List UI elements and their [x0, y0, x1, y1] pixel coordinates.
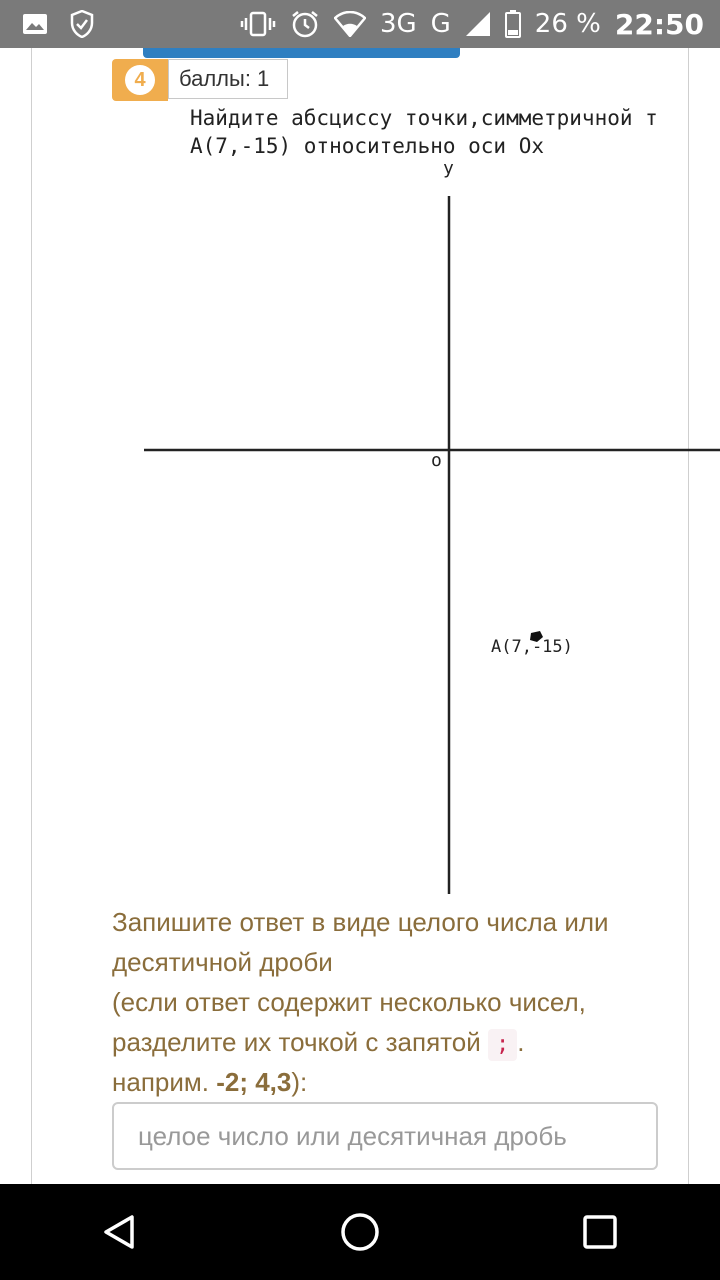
- task-text-line-2: А(7,-15) относительно оси Ох: [190, 134, 545, 158]
- navigation-bar: [0, 1184, 720, 1280]
- battery-icon: [505, 10, 521, 38]
- home-icon: [339, 1211, 381, 1253]
- instructions-line-2: (если ответ содержит несколько чисел, разделите их точкой с запятой: [112, 987, 586, 1057]
- signal-icon: [465, 11, 491, 37]
- coordinate-graph: [0, 48, 720, 908]
- separator-code: ;: [488, 1029, 517, 1061]
- home-button[interactable]: [320, 1192, 400, 1272]
- separator-period: .: [517, 1027, 525, 1057]
- battery-percent: 26 %: [534, 9, 601, 39]
- recents-button[interactable]: [560, 1192, 640, 1272]
- instructions-line-1: Запишите ответ в виде целого числа или десятичной дроби: [112, 907, 609, 977]
- vibrate-icon: [240, 11, 276, 37]
- image-icon: [22, 13, 48, 35]
- example-value: -2; 4,3: [216, 1067, 292, 1097]
- question-number: 4: [125, 65, 155, 95]
- back-icon: [100, 1212, 140, 1252]
- answer-instructions: [112, 902, 672, 1102]
- question-panel: [0, 48, 720, 1184]
- example-suffix: ):: [291, 1067, 308, 1097]
- y-axis-label: у: [443, 158, 454, 179]
- carrier-letter: G: [430, 9, 451, 39]
- example-prefix: наприм.: [112, 1067, 217, 1097]
- origin-label: о: [431, 450, 442, 471]
- answer-input[interactable]: [112, 1102, 658, 1170]
- status-bar: [0, 0, 720, 48]
- point-a-label: А(7,-15): [491, 637, 573, 657]
- network-type-label: 3G: [379, 9, 417, 39]
- task-text-line-1: Найдите абсциссу точки,симметричной т: [190, 106, 658, 130]
- wifi-icon: [334, 11, 366, 37]
- alarm-icon: [290, 9, 320, 39]
- points-label: баллы: 1: [168, 59, 288, 99]
- recents-icon: [581, 1213, 619, 1251]
- clock-time: 22:50: [614, 7, 704, 41]
- back-button[interactable]: [80, 1192, 160, 1272]
- shield-check-icon: [70, 10, 94, 38]
